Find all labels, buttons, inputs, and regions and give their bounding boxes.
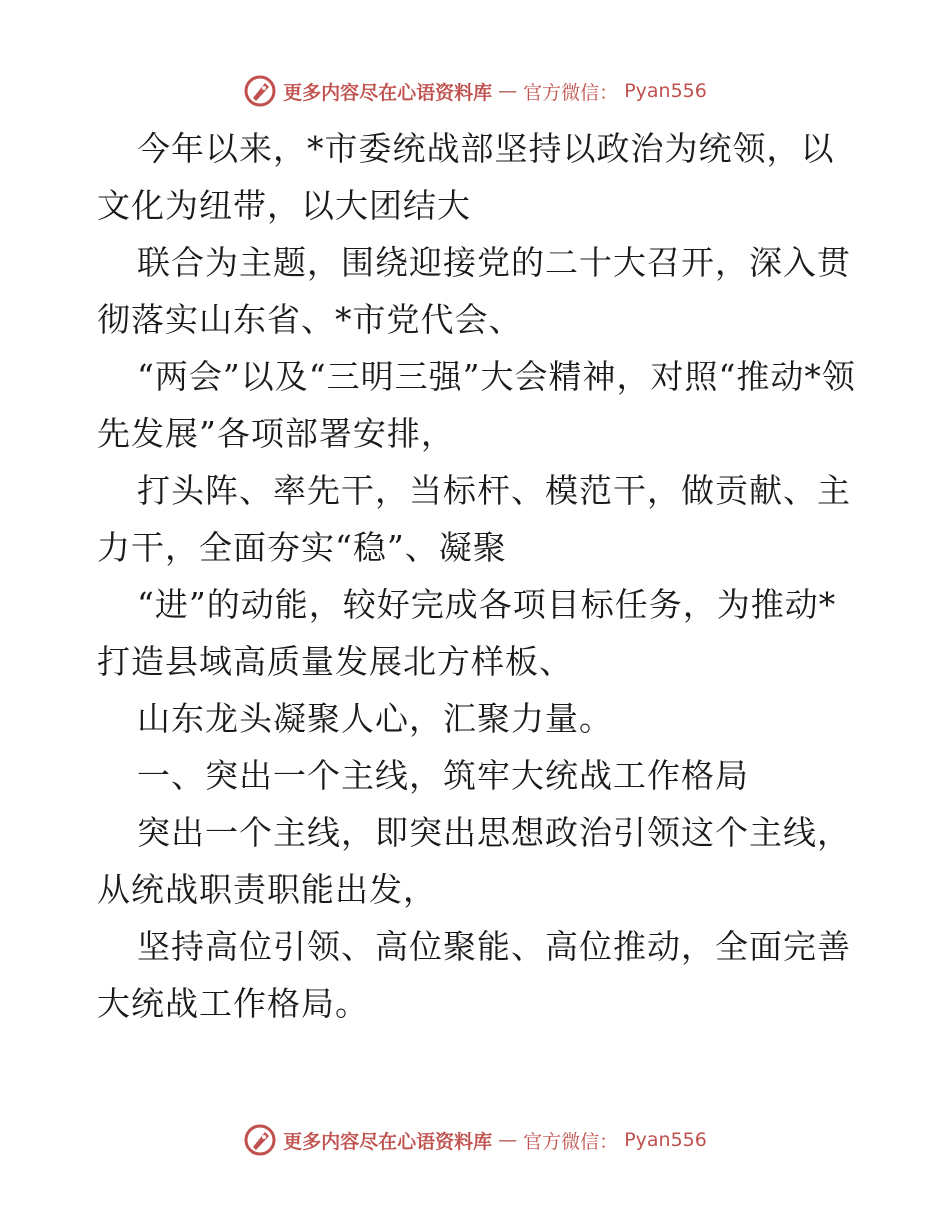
header-title: 更多内容尽在心语资料库	[283, 81, 493, 104]
paragraph-4: 打头阵、率先干，当标杆、模范干，做贡献、主力干，全面夯实“稳”、凝聚	[97, 471, 851, 567]
paragraph-5: “进”的动能，较好完成各项目标任务，为推动*打造县域高质量发展北方样板、	[97, 585, 837, 681]
footer-separator: —	[498, 1129, 518, 1151]
paragraph-8: 坚持高位引领、高位聚能、高位推动，全面完善大统战工作格局。	[97, 927, 851, 1023]
section-heading: 一、突出一个主线，筑牢大统战工作格局	[137, 756, 749, 795]
paragraph-6: 山东龙头凝聚人心，汇聚力量。	[137, 699, 613, 738]
paragraph-2: 联合为主题，围绕迎接党的二十大召开，深入贯彻落实山东省、*市党代会、	[97, 243, 851, 339]
pen-nib-logo-icon	[243, 1123, 277, 1157]
header-separator: —	[498, 80, 518, 102]
document-body	[97, 120, 857, 1032]
footer-banner	[0, 1120, 950, 1160]
footer-title: 更多内容尽在心语资料库	[283, 1130, 493, 1153]
paragraph-7: 突出一个主线，即突出思想政治引领这个主线，从统战职责职能出发，	[97, 813, 851, 909]
pen-nib-logo-icon	[243, 74, 277, 108]
header-wechat-label: 官方微信：	[523, 81, 619, 104]
paragraph-1: 今年以来，*市委统战部坚持以政治为统领，以文化为纽带，以大团结大	[97, 129, 835, 225]
header-wechat-id: Pyan556	[624, 80, 707, 102]
footer-wechat-label: 官方微信：	[523, 1130, 619, 1153]
header-banner	[0, 71, 950, 111]
paragraph-3: “两会”以及“三明三强”大会精神，对照“推动*领先发展”各项部署安排，	[97, 357, 856, 453]
footer-wechat-id: Pyan556	[624, 1129, 707, 1151]
